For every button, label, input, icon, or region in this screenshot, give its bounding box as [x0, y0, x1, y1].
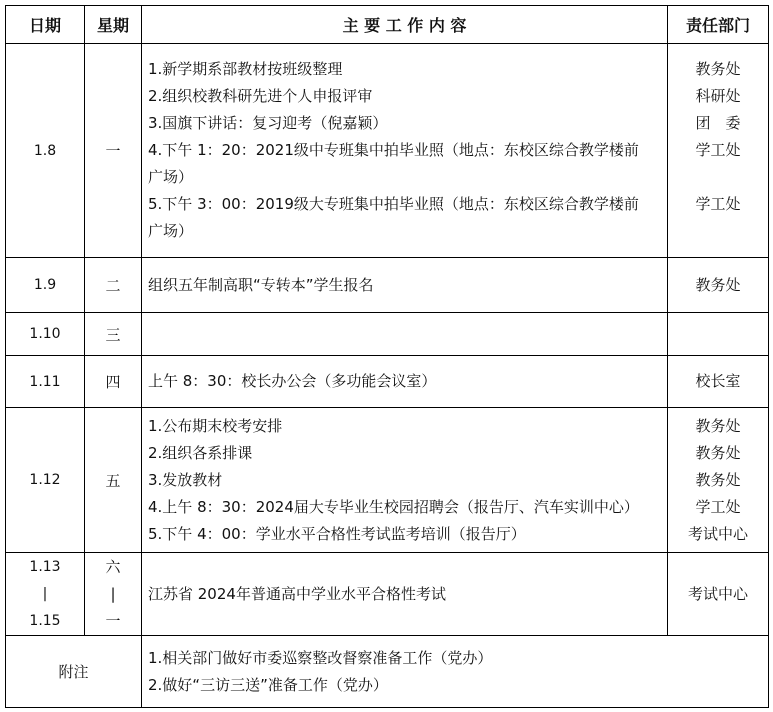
dept-cell: [668, 408, 769, 553]
header-content: 主 要 工 作 内 容: [142, 6, 668, 44]
dept-cell: 校长室: [668, 356, 769, 408]
dept-item: 教务处: [695, 60, 741, 78]
content-item: 3.国旗下讲话：复习迎考（倪嘉颖）: [148, 114, 388, 132]
weekday-cell: 一: [85, 44, 142, 258]
date-end: 1.15: [29, 612, 61, 629]
range-bar: |: [110, 584, 116, 603]
dept-item: 学工处: [695, 195, 741, 213]
content-cell: [142, 313, 668, 356]
content-item: 1.公布期末校考安排: [148, 416, 283, 435]
dept-item: 考试中心: [687, 524, 748, 543]
dept-cell: [668, 44, 769, 258]
header-row: [6, 6, 769, 44]
table-row: [6, 408, 769, 553]
weekday-range-cell: [85, 553, 142, 636]
header-weekday: 星期: [85, 6, 142, 44]
weekday-cell: 五: [85, 408, 142, 553]
table-row: [6, 553, 769, 636]
dept-item: 教务处: [695, 416, 741, 435]
dept-item: 学工处: [695, 141, 741, 159]
weekday-start: 六: [105, 557, 121, 576]
weekday-cell: 二: [85, 258, 142, 313]
dept-cell: [668, 313, 769, 356]
header-dept: 责任部门: [668, 6, 769, 44]
content-cell: [142, 44, 668, 258]
weekday-cell: 四: [85, 356, 142, 408]
content-item: 5.下午 4：00：学业水平合格性考试监考培训（报告厅）: [148, 524, 526, 543]
content-item: 4.下午 1：20：2021级中专班集中拍毕业照（地点：东校区综合教学楼前: [148, 141, 639, 159]
weekday-end: 一: [105, 611, 121, 630]
table-row: [6, 313, 769, 356]
weekday-cell: 三: [85, 313, 142, 356]
table-row: [6, 44, 769, 258]
dept-cell: 教务处: [668, 258, 769, 313]
content-item: 2.组织校教科研先进个人申报评审: [148, 87, 373, 105]
date-start: 1.13: [29, 558, 61, 575]
content-item: 3.发放教材: [148, 470, 223, 489]
header-date: 日期: [6, 6, 85, 44]
date-cell: 1.12: [6, 408, 85, 553]
date-cell: 1.8: [6, 44, 85, 258]
table-row: [6, 258, 769, 313]
range-bar: |: [42, 585, 48, 602]
dept-item: 教务处: [695, 443, 741, 462]
dept-item: 团 委: [695, 114, 741, 132]
note-item: 1.相关部门做好市委巡察整改督察准备工作（党办）: [148, 648, 493, 667]
notes-label: 附注: [6, 636, 142, 708]
content-item: 广场）: [148, 168, 194, 186]
dept-cell: 考试中心: [668, 553, 769, 636]
table-row: [6, 356, 769, 408]
notes-content: [142, 636, 769, 708]
content-item: 1.新学期系部教材按班级整理: [148, 60, 343, 78]
dept-item: 科研处: [695, 87, 741, 105]
dept-item: [668, 164, 768, 191]
content-item: 4.上午 8：30：2024届大专毕业生校园招聘会（报告厅、汽车实训中心）: [148, 497, 639, 516]
date-cell: 1.11: [6, 356, 85, 408]
content-cell: [142, 408, 668, 553]
content-item: 5.下午 3：00：2019级大专班集中拍毕业照（地点：东校区综合教学楼前: [148, 195, 639, 213]
date-cell: 1.9: [6, 258, 85, 313]
note-item: 2.做好“三访三送”准备工作（党办）: [148, 675, 388, 694]
notes-row: [6, 636, 769, 708]
dept-item: 学工处: [695, 497, 741, 516]
date-range-cell: [6, 553, 85, 636]
date-cell: 1.10: [6, 313, 85, 356]
content-cell: 上午 8：30：校长办公会（多功能会议室）: [142, 356, 668, 408]
content-item: 2.组织各系排课: [148, 443, 253, 462]
content-cell: 江苏省 2024年普通高中学业水平合格性考试: [142, 553, 668, 636]
dept-item: [668, 218, 768, 245]
content-item: 广场）: [148, 222, 194, 240]
content-cell: 组织五年制高职“专转本”学生报名: [142, 258, 668, 313]
weekly-schedule-table: [5, 5, 769, 708]
dept-item: 教务处: [695, 470, 741, 489]
